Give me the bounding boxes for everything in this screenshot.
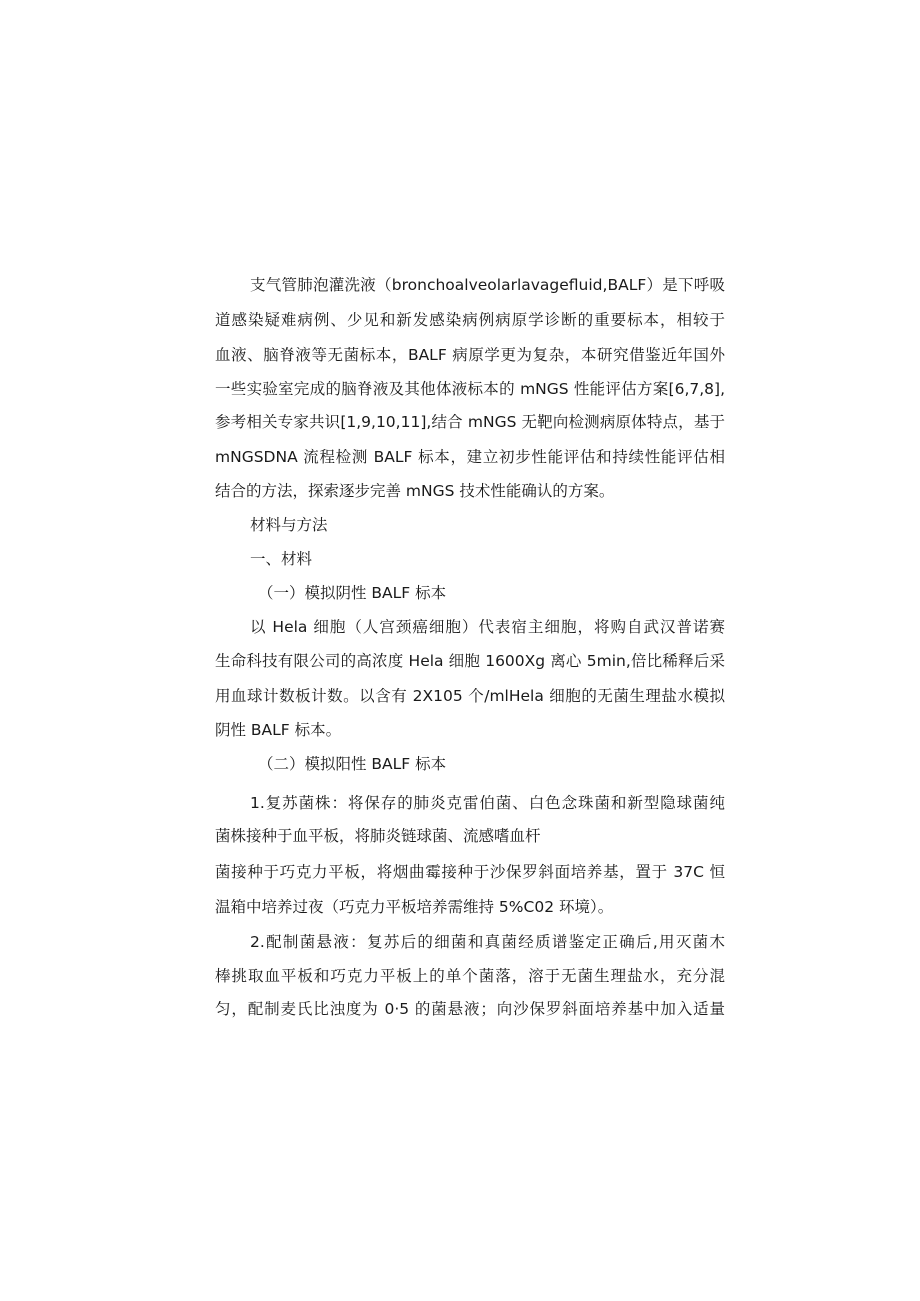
subsubsection-title-2: （二）模拟阳性 BALF 标本 <box>258 755 447 773</box>
step1-line-1: 1.复苏菌株：将保存的肺炎克雷伯菌、白色念珠菌和新型隐球菌纯 <box>250 794 725 812</box>
intro-line-7: 结合的方法，探索逐步完善 mNGS 技术性能确认的方案。 <box>215 482 615 500</box>
intro-line-4: 一些实验室完成的脑脊液及其他体液标本的 mNGS 性能评估方案[6,7,8], <box>215 380 725 398</box>
subsection-title-1: 一、材料 <box>250 550 313 568</box>
step2-line-1: 2.配制菌悬液：复苏后的细菌和真菌经质谱鉴定正确后,用灭菌木 <box>250 933 725 951</box>
step2-line-2: 棒挑取血平板和巧克力平板上的单个菌落，溶于无菌生理盐水，充分混 <box>215 967 725 985</box>
negative-line-4: 阴性 BALF 标本。 <box>215 721 342 739</box>
section-title: 材料与方法 <box>250 516 328 534</box>
step1-line-2: 菌株接种于血平板，将肺炎链球菌、流感嗜血杆 <box>215 827 541 845</box>
intro-line-6: mNGSDNA 流程检测 BALF 标本，建立初步性能评估和持续性能评估相 <box>215 448 725 466</box>
step1-line-4: 温箱中培养过夜（巧克力平板培养需维持 5%C02 环境）。 <box>215 898 614 916</box>
negative-line-2: 生命科技有限公司的高浓度 Hela 细胞 1600Xg 离心 5min,倍比稀释后采 <box>215 652 725 670</box>
intro-line-1: 支气管肺泡灌洗液（bronchoalveolarlavagefluid,BALF）是下呼吸 <box>250 276 725 294</box>
step1-line-3: 菌接种于巧克力平板，将烟曲霉接种于沙保罗斜面培养基，置于 37C 恒 <box>215 863 725 881</box>
intro-line-3: 血液、脑脊液等无菌标本，BALF 病原学更为复杂，本研究借鉴近年国外 <box>215 346 725 364</box>
negative-line-3: 用血球计数板计数。以含有 2X105 个/mlHela 细胞的无菌生理盐水模拟 <box>215 687 725 705</box>
subsubsection-title-1: （一）模拟阴性 BALF 标本 <box>258 584 447 602</box>
intro-line-5: 参考相关专家共识[1,9,10,11],结合 mNGS 无靶向检测病原体特点，基于 <box>215 413 725 431</box>
negative-line-1: 以 Hela 细胞（人宫颈癌细胞）代表宿主细胞，将购自武汉普诺赛 <box>250 618 725 636</box>
intro-line-2: 道感染疑难病例、少见和新发感染病例病原学诊断的重要标本，相较于 <box>215 311 725 329</box>
step2-line-3: 匀，配制麦氏比浊度为 0·5 的菌悬液；向沙保罗斜面培养基中加入适量 <box>215 1000 725 1018</box>
